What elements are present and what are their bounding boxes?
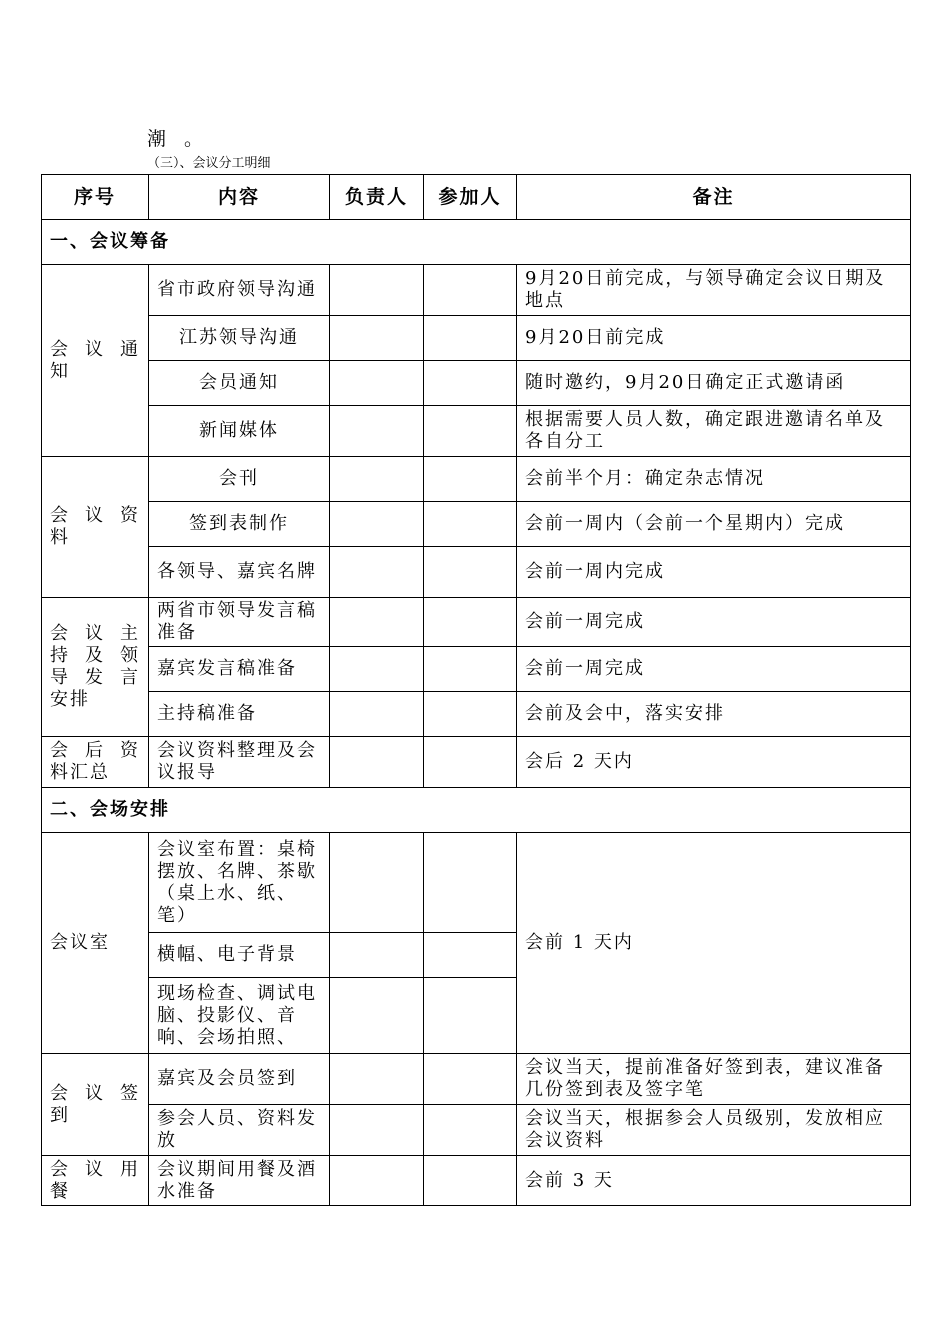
column-header: 备注	[517, 175, 911, 220]
participant-cell	[424, 647, 517, 692]
participant-cell	[424, 361, 517, 406]
column-header: 负责人	[330, 175, 424, 220]
content-cell: 会议期间用餐及酒水准备	[149, 1156, 330, 1206]
content-cell: 各领导、嘉宾名牌	[149, 547, 330, 598]
participant-cell	[424, 598, 517, 647]
note-cell: 会前 3 天	[517, 1156, 911, 1206]
participant-cell	[424, 1054, 517, 1105]
note-cell: 根据需要人员人数，确定跟进邀请名单及各自分工	[517, 406, 911, 457]
table-row	[42, 502, 911, 547]
participant-cell	[424, 316, 517, 361]
meeting-task-table	[41, 174, 911, 1206]
owner-cell	[330, 737, 424, 788]
table-row	[42, 547, 911, 598]
note-cell: 会前及会中，落实安排	[517, 692, 911, 737]
note-cell: 会前一周完成	[517, 598, 911, 647]
category-cell: 会 议 用 餐	[42, 1156, 149, 1206]
note-cell: 会前半个月：确定杂志情况	[517, 457, 911, 502]
section-title: 一、会议筹备	[42, 220, 911, 265]
note-cell: 会前一周内（会前一个星期内）完成	[517, 502, 911, 547]
owner-cell	[330, 547, 424, 598]
column-header: 内容	[149, 175, 330, 220]
category-cell: 会 后 资 料汇总	[42, 737, 149, 788]
note-cell: 会议当天，提前准备好签到表，建议准备几份签到表及签字笔	[517, 1054, 911, 1105]
table-row	[42, 265, 911, 316]
owner-cell	[330, 406, 424, 457]
participant-cell	[424, 1105, 517, 1156]
note-cell: 会前 1 天内	[517, 833, 911, 1054]
owner-cell	[330, 933, 424, 978]
note-cell: 会前一周完成	[517, 647, 911, 692]
content-cell: 横幅、电子背景	[149, 933, 330, 978]
owner-cell	[330, 1156, 424, 1206]
note-cell: 会后 2 天内	[517, 737, 911, 788]
content-cell: 现场检查、调试电脑、投影仪、音响、会场拍照、	[149, 978, 330, 1054]
note-cell: 9月20日前完成，与领导确定会议日期及地点	[517, 265, 911, 316]
participant-cell	[424, 547, 517, 598]
content-cell: 新闻媒体	[149, 406, 330, 457]
table-row	[42, 833, 911, 933]
table-header-row	[42, 175, 911, 220]
content-cell: 参会人员、资料发放	[149, 1105, 330, 1156]
participant-cell	[424, 406, 517, 457]
owner-cell	[330, 647, 424, 692]
content-cell: 会议室布置：桌椅摆放、名牌、茶歇（桌上水、纸、笔）	[149, 833, 330, 933]
table-row	[42, 457, 911, 502]
category-cell: 会议室	[42, 833, 149, 1054]
owner-cell	[330, 1105, 424, 1156]
section-row	[42, 220, 911, 265]
table-row	[42, 1105, 911, 1156]
participant-cell	[424, 692, 517, 737]
table-row	[42, 598, 911, 647]
category-cell: 会 议 通 知	[42, 265, 149, 457]
owner-cell	[330, 978, 424, 1054]
section-title: 二、会场安排	[42, 788, 911, 833]
column-header: 参加人	[424, 175, 517, 220]
owner-cell	[330, 265, 424, 316]
table-row	[42, 406, 911, 457]
table-row	[42, 361, 911, 406]
owner-cell	[330, 692, 424, 737]
owner-cell	[330, 1054, 424, 1105]
owner-cell	[330, 502, 424, 547]
section-row	[42, 788, 911, 833]
section-subtitle: （三）、会议分工明细	[147, 156, 271, 171]
participant-cell	[424, 833, 517, 933]
owner-cell	[330, 598, 424, 647]
owner-cell	[330, 833, 424, 933]
continuation-text: 潮 。	[147, 128, 210, 150]
content-cell: 省市政府领导沟通	[149, 265, 330, 316]
content-cell: 嘉宾及会员签到	[149, 1054, 330, 1105]
note-cell: 随时邀约，9月20日确定正式邀请函	[517, 361, 911, 406]
content-cell: 江苏领导沟通	[149, 316, 330, 361]
note-cell: 9月20日前完成	[517, 316, 911, 361]
table-row	[42, 647, 911, 692]
participant-cell	[424, 737, 517, 788]
table-row	[42, 1156, 911, 1206]
category-cell: 会 议 主 持 及 领 导 发 言 安排	[42, 598, 149, 737]
column-header: 序号	[42, 175, 149, 220]
participant-cell	[424, 457, 517, 502]
participant-cell	[424, 502, 517, 547]
category-cell: 会 议 资 料	[42, 457, 149, 598]
content-cell: 嘉宾发言稿准备	[149, 647, 330, 692]
content-cell: 会刊	[149, 457, 330, 502]
content-cell: 签到表制作	[149, 502, 330, 547]
table-row	[42, 692, 911, 737]
note-cell: 会议当天，根据参会人员级别，发放相应会议资料	[517, 1105, 911, 1156]
content-cell: 主持稿准备	[149, 692, 330, 737]
table-row	[42, 1054, 911, 1105]
owner-cell	[330, 457, 424, 502]
note-cell: 会前一周内完成	[517, 547, 911, 598]
participant-cell	[424, 933, 517, 978]
owner-cell	[330, 361, 424, 406]
table-row	[42, 737, 911, 788]
content-cell: 会议资料整理及会议报导	[149, 737, 330, 788]
content-cell: 会员通知	[149, 361, 330, 406]
participant-cell	[424, 265, 517, 316]
table-row	[42, 316, 911, 361]
content-cell: 两省市领导发言稿准备	[149, 598, 330, 647]
owner-cell	[330, 316, 424, 361]
participant-cell	[424, 1156, 517, 1206]
category-cell: 会 议 签 到	[42, 1054, 149, 1156]
participant-cell	[424, 978, 517, 1054]
